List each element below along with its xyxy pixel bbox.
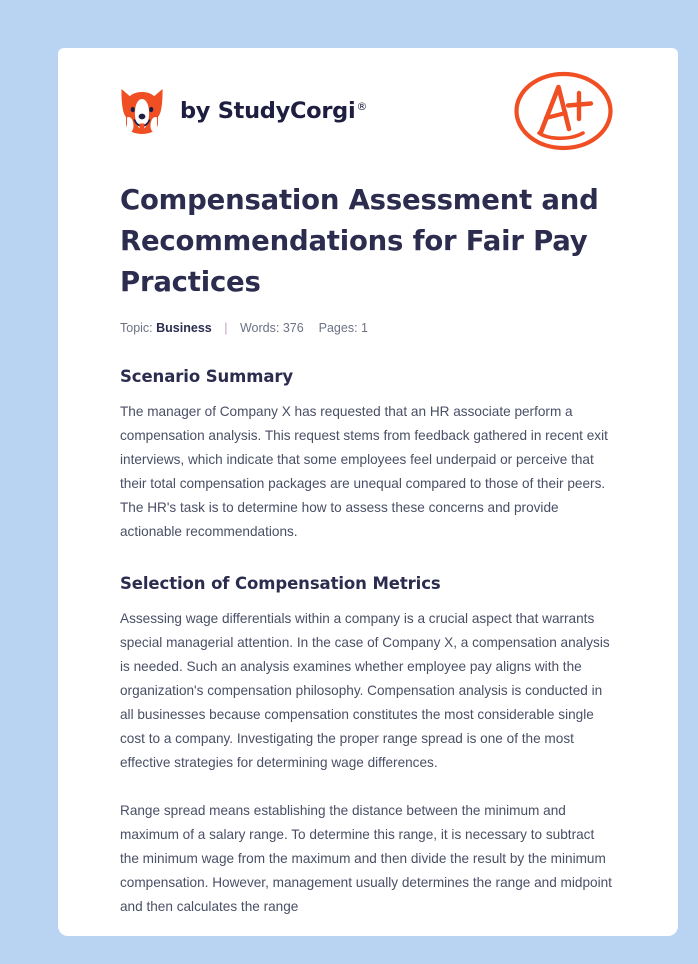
pages-value: 1 bbox=[361, 321, 368, 335]
words-value: 376 bbox=[282, 321, 304, 335]
corgi-face-icon bbox=[120, 87, 164, 135]
a-plus-grade-icon bbox=[511, 67, 616, 155]
section-heading-selection-of-compensation-metrics: Selection of Compensation Metrics bbox=[120, 574, 441, 593]
document-body bbox=[120, 367, 616, 919]
topic-value[interactable]: Business bbox=[156, 321, 212, 335]
registered-trademark-icon: ® bbox=[356, 99, 368, 113]
page-title: Compensation Assessment and Recommendations for Fair Pay Practices bbox=[120, 184, 599, 298]
meta-separator: | bbox=[224, 321, 228, 335]
paragraph: Assessing wage differentials within a company is a crucial aspect that warrants special managerial attention. In the case of Company X, a compensation analysis is needed. Such an analysis examines whether employee pay aligns with the organization's compensation philosophy. Compensation analysis is conducted in all businesses because compensation constitutes the most considerable single cost to a company. Investigating the proper range spread is one of the most effective strategies for determining wage differences. bbox=[120, 611, 610, 770]
studycorgi-brand[interactable] bbox=[120, 87, 367, 135]
document-header bbox=[120, 48, 616, 152]
brand-name: StudyCorgi bbox=[217, 98, 356, 124]
document-page bbox=[58, 48, 678, 936]
paragraph: Range spread means establishing the distance between the minimum and maximum of a salary range. To determine this range, it is necessary to subtract the minimum wage from the maximum and then divide the result by the minimum compensation. However, management usually determines the range and midpoint and then calculates the range bbox=[120, 803, 612, 914]
section-heading-scenario-summary: Scenario Summary bbox=[120, 367, 294, 386]
words-label: Words: bbox=[239, 321, 280, 335]
brand-prefix: by bbox=[180, 98, 218, 124]
paragraph: The manager of Company X has requested that an HR associate perform a compensation analysis. This request stems from feedback gathered in recent exit interviews, which indicate that some employees feel underpaid or perceive that their total compensation packages are unequal compared to those of their peers. The HR's task is to determine how to assess these concerns and provide actionable recommendations. bbox=[120, 404, 608, 539]
document-meta bbox=[120, 319, 616, 337]
pages-label: Pages: bbox=[318, 321, 358, 335]
brand-wordmark bbox=[180, 98, 367, 124]
topic-label: Topic: bbox=[120, 321, 153, 335]
